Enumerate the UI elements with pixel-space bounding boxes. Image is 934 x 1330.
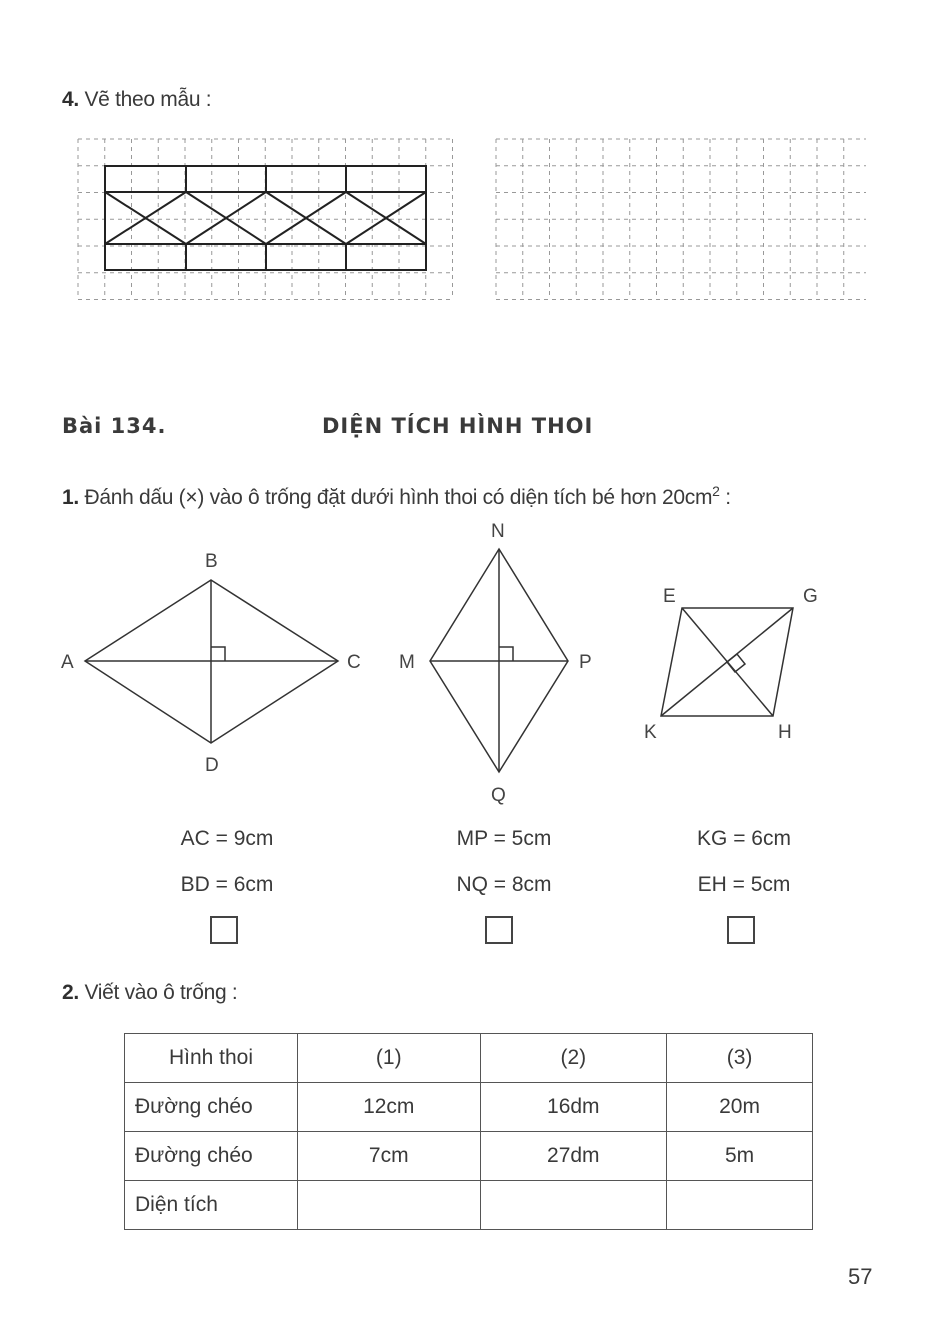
rhombus-2-diagonal-1: MP = 5cm: [456, 827, 552, 850]
table-cell: 5m: [667, 1132, 813, 1181]
rhombus-mnpq: [430, 549, 568, 772]
label-p: P: [579, 652, 592, 673]
table-cell: 7cm: [298, 1132, 481, 1181]
label-d: D: [205, 755, 219, 776]
lesson-title: DIỆN TÍCH HÌNH THOI: [322, 414, 594, 438]
table-header-cell: Hình thoi: [125, 1034, 298, 1083]
table-cell: 12cm: [298, 1083, 481, 1132]
rhombus-2-diagonal-2: NQ = 8cm: [456, 873, 552, 896]
label-m: M: [399, 652, 415, 673]
question-1-label: [62, 483, 731, 510]
rhombus-eghk: [661, 608, 793, 716]
table-row: [125, 1181, 813, 1230]
table-header-cell: (2): [480, 1034, 667, 1083]
table-header-row: [125, 1034, 813, 1083]
empty-drawing-grid: [494, 137, 870, 303]
question-1-number: 1.: [62, 486, 79, 509]
answer-box-rhombus-2[interactable]: [485, 916, 513, 944]
table-row-label: Diện tích: [125, 1181, 298, 1230]
sample-pattern: [105, 166, 426, 270]
rhombus-1-diagonal-1: AC = 9cm: [180, 827, 274, 850]
question-1-superscript: 2: [712, 483, 720, 499]
exercise-4-text: Vẽ theo mẫu :: [84, 88, 212, 111]
label-c: C: [347, 652, 361, 673]
label-g: G: [803, 586, 818, 607]
question-1-text: Đánh dấu (×) vào ô trống đặt dưới hình thoi có diện tích bé hơn 20cm: [84, 486, 713, 509]
lesson-number: Bài 134.: [62, 414, 167, 438]
table-header-cell: (1): [298, 1034, 481, 1083]
rhombus-1-diagonal-2: BD = 6cm: [180, 873, 274, 896]
exercise-4-label: [62, 88, 211, 112]
table-cell: 20m: [667, 1083, 813, 1132]
label-n: N: [491, 521, 505, 542]
table-row: [125, 1083, 813, 1132]
label-k: K: [644, 722, 657, 743]
label-e: E: [663, 586, 676, 607]
label-a: A: [61, 652, 74, 673]
table-cell: 27dm: [480, 1132, 667, 1181]
rhombus-area-table: [124, 1033, 813, 1230]
rhombus-abcd: [85, 580, 338, 743]
area-answer-cell[interactable]: [298, 1181, 481, 1230]
rhombus-3-diagonal-1: KG = 6cm: [697, 827, 791, 850]
question-2-text: Viết vào ô trống :: [84, 981, 238, 1004]
label-b: B: [205, 551, 218, 572]
question-1-tail: :: [719, 486, 731, 509]
answer-box-rhombus-1[interactable]: [210, 916, 238, 944]
rhombus-figures: [0, 510, 934, 810]
label-h: H: [778, 722, 792, 743]
table-row-label: Đường chéo: [125, 1083, 298, 1132]
page-number: 57: [848, 1264, 873, 1289]
area-answer-cell[interactable]: [480, 1181, 667, 1230]
area-answer-cell[interactable]: [667, 1181, 813, 1230]
table-row-label: Đường chéo: [125, 1132, 298, 1181]
table-header-cell: (3): [667, 1034, 813, 1083]
exercise-4-number: 4.: [62, 88, 79, 111]
sample-pattern-grid: [76, 137, 456, 303]
table-cell: 16dm: [480, 1083, 667, 1132]
label-q: Q: [491, 785, 506, 806]
rhombus-3-diagonal-2: EH = 5cm: [697, 873, 791, 896]
question-2-label: [62, 981, 237, 1005]
question-2-number: 2.: [62, 981, 79, 1004]
table-row: [125, 1132, 813, 1181]
answer-box-rhombus-3[interactable]: [727, 916, 755, 944]
